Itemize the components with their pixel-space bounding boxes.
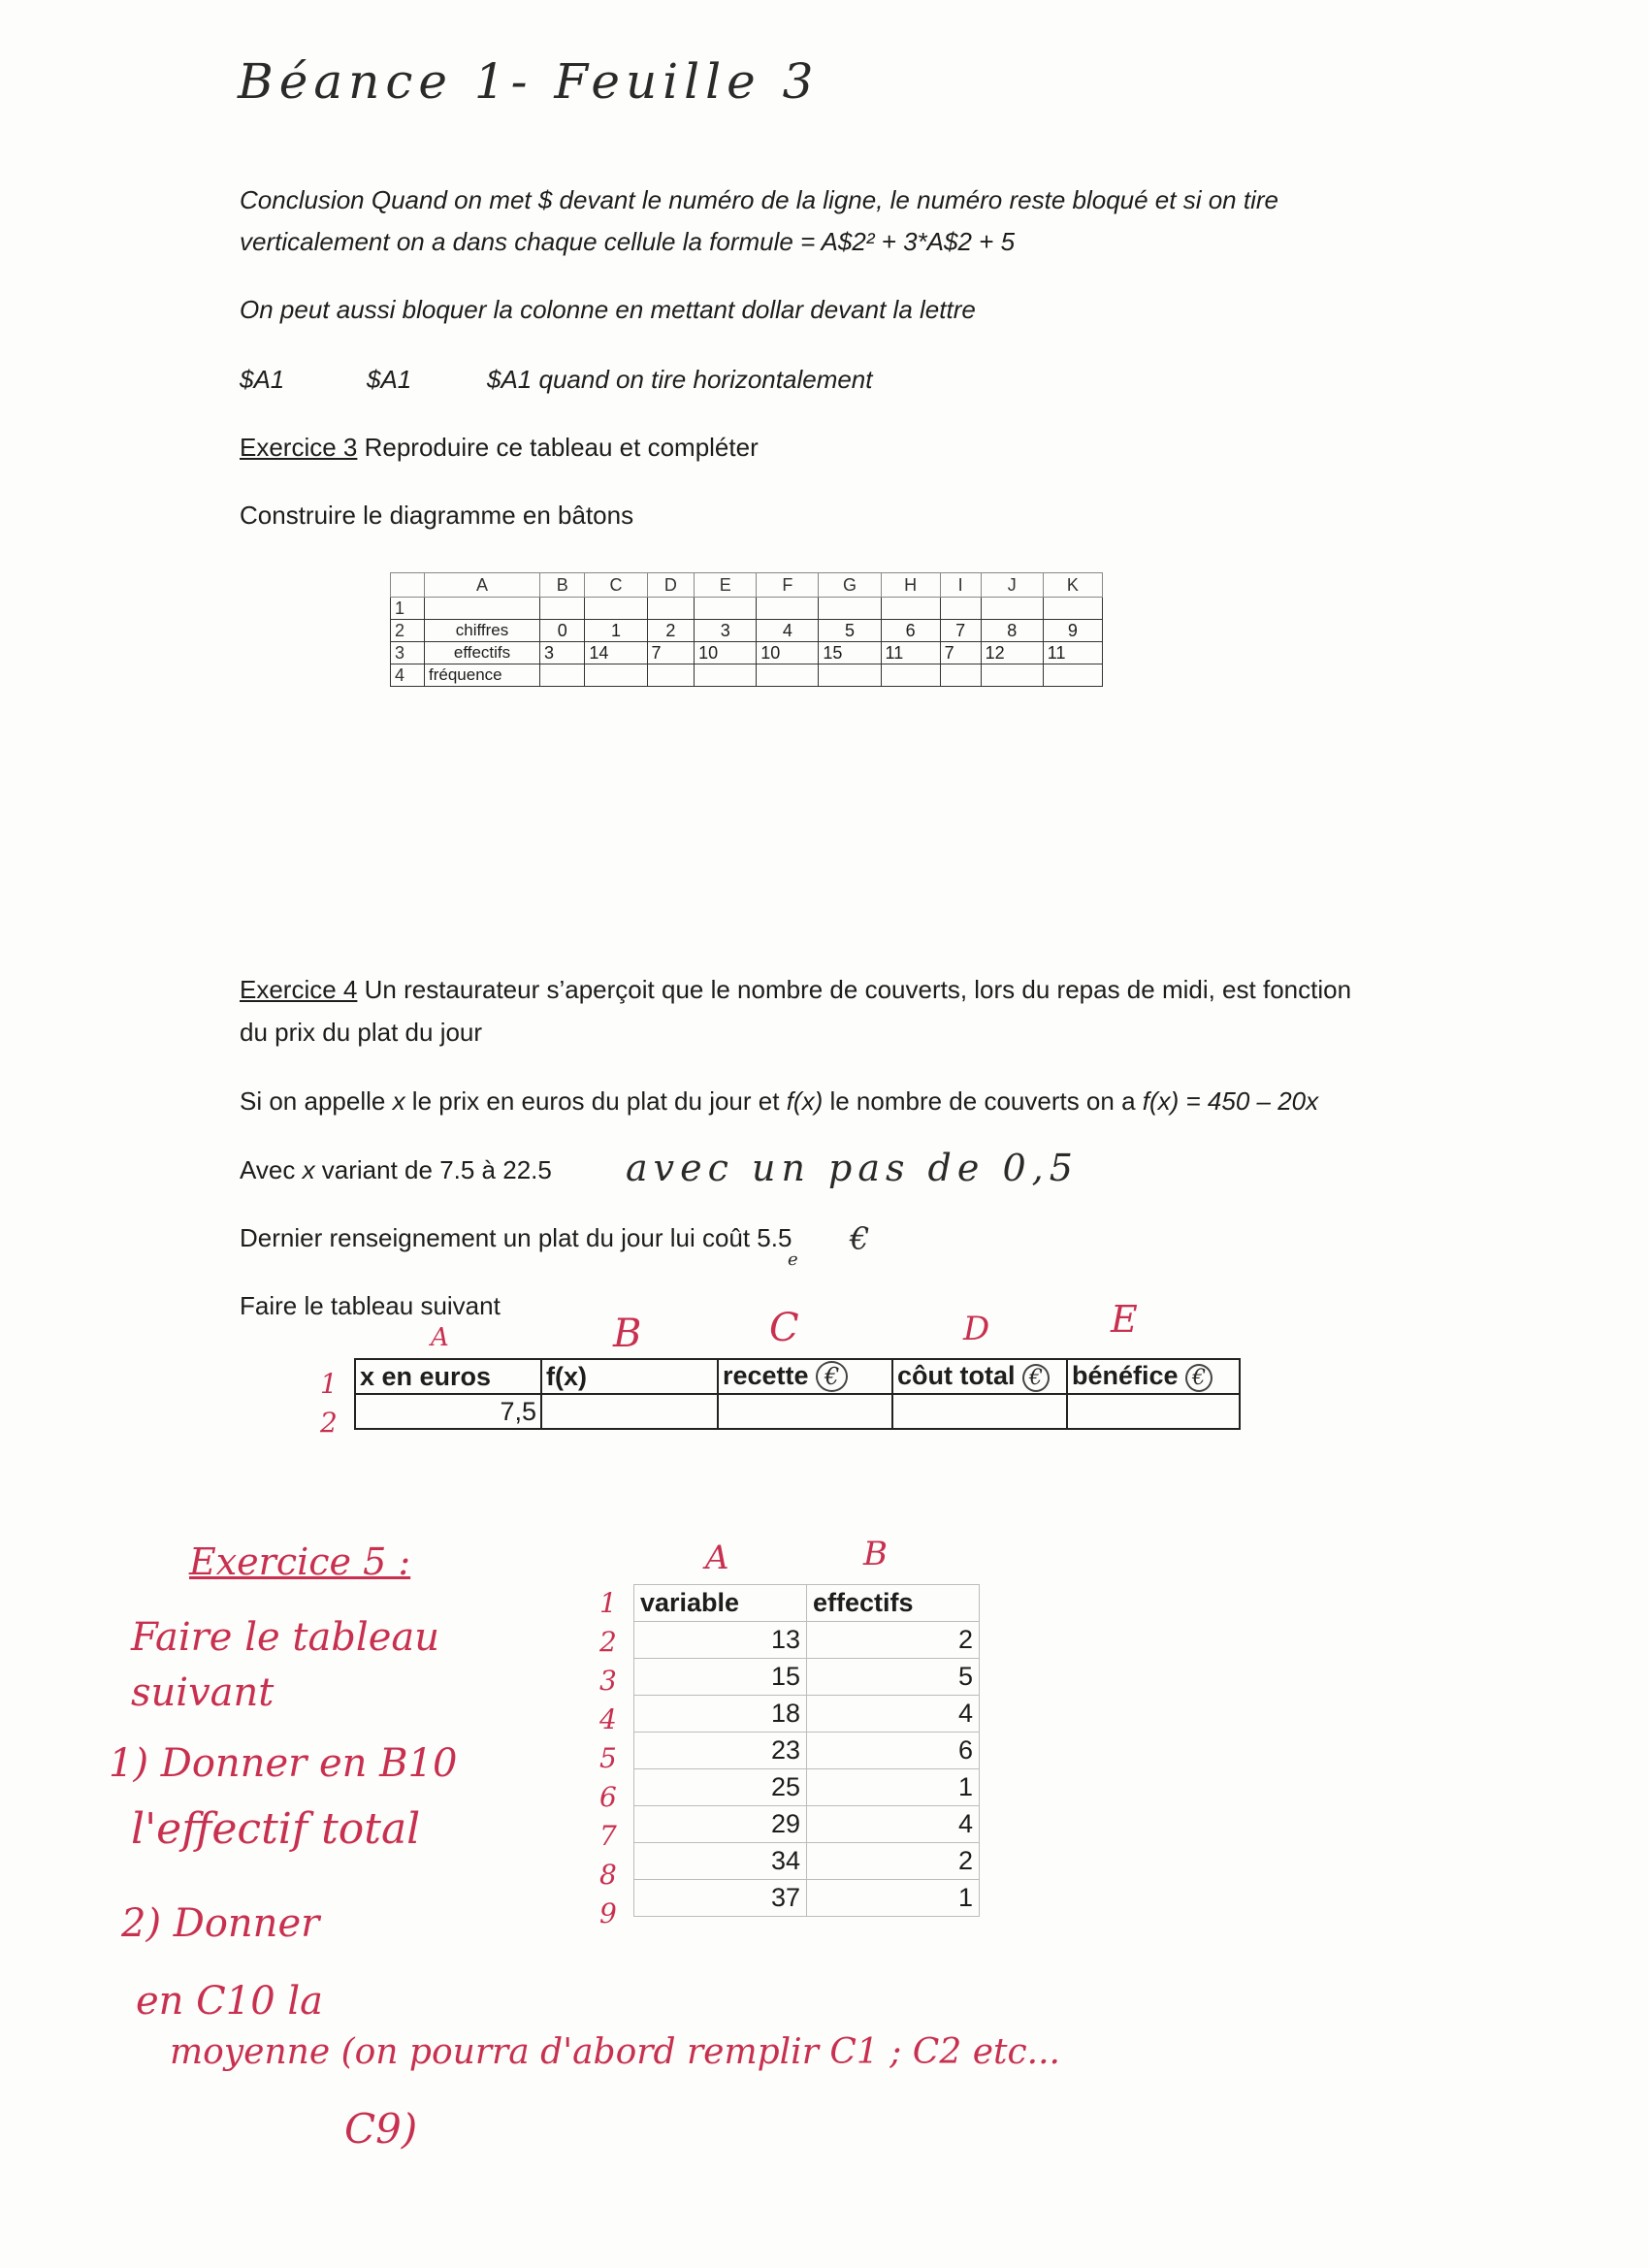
row-number: 1 bbox=[599, 1587, 617, 1619]
col-header: F bbox=[757, 573, 819, 598]
cell bbox=[881, 598, 940, 620]
col-letter-d: D bbox=[963, 1310, 990, 1348]
cell bbox=[425, 598, 540, 620]
cell bbox=[819, 664, 881, 687]
ex5-line: en C10 la bbox=[136, 1979, 324, 2024]
fx-text-c: le nombre de couverts on a bbox=[823, 1086, 1143, 1116]
ex4-table-intro: Faire le tableau suivant bbox=[240, 1291, 501, 1320]
table-row bbox=[634, 1843, 980, 1880]
col-header: I bbox=[940, 573, 981, 598]
cell bbox=[695, 664, 757, 687]
ex4-function-line bbox=[240, 1088, 1318, 1114]
header-benefice bbox=[1067, 1359, 1240, 1394]
cell: 25 bbox=[634, 1769, 807, 1806]
cell: 29 bbox=[634, 1806, 807, 1843]
col-header: J bbox=[981, 573, 1043, 598]
ex3-spreadsheet bbox=[390, 572, 1103, 687]
col-header: G bbox=[819, 573, 881, 598]
euro-icon: € bbox=[1022, 1364, 1050, 1392]
cell: 3 bbox=[540, 642, 585, 664]
table-row bbox=[391, 598, 1103, 620]
cell: 2 bbox=[647, 620, 695, 642]
header-fx: f(x) bbox=[541, 1359, 718, 1394]
table-row bbox=[391, 642, 1103, 664]
cell: 18 bbox=[634, 1696, 807, 1733]
ex5-line: l'effectif total bbox=[131, 1804, 421, 1854]
cell bbox=[647, 598, 695, 620]
cell bbox=[881, 664, 940, 687]
ex4-label: Exercice 4 bbox=[240, 975, 358, 1004]
col-letter-b: B bbox=[863, 1535, 888, 1573]
ex3-column-headers bbox=[391, 573, 1103, 598]
fx-text-a: Si on appelle bbox=[240, 1086, 393, 1116]
cell: 11 bbox=[881, 642, 940, 664]
header-benefice-label: bénéfice bbox=[1072, 1361, 1179, 1390]
fx-text-b: le prix en euros du plat du jour et bbox=[404, 1086, 787, 1116]
ex4-range-line bbox=[240, 1157, 552, 1183]
cell-x-value: 7,5 bbox=[355, 1394, 541, 1429]
fx-x: x bbox=[392, 1086, 405, 1116]
row-number: 3 bbox=[599, 1665, 617, 1697]
cell bbox=[540, 664, 585, 687]
ex5-line: moyenne (on pourra d'abord remplir C1 ; C2 etc... bbox=[170, 2032, 1060, 2072]
cell: 6 bbox=[881, 620, 940, 642]
ex3-text: Reproduire ce tableau et compléter bbox=[357, 433, 759, 462]
cell: 14 bbox=[585, 642, 647, 664]
ref-3: $A1 quand on tire horizontalement bbox=[487, 365, 873, 394]
cell: 7 bbox=[647, 642, 695, 664]
col-header: A bbox=[425, 573, 540, 598]
header-variable: variable bbox=[634, 1585, 807, 1622]
table-row bbox=[634, 1622, 980, 1659]
cell bbox=[1043, 598, 1102, 620]
ex3-label: Exercice 3 bbox=[240, 433, 358, 462]
cell bbox=[940, 598, 981, 620]
euro-icon: € bbox=[1185, 1364, 1212, 1392]
cell bbox=[718, 1394, 892, 1429]
cell: 10 bbox=[757, 642, 819, 664]
fx-formula: f(x) = 450 – 20x bbox=[1142, 1086, 1319, 1116]
ex4-cost-e-correction: e bbox=[788, 1249, 798, 1270]
ex5-line: suivant bbox=[131, 1670, 275, 1715]
cell: 13 bbox=[634, 1622, 807, 1659]
cell: 7 bbox=[940, 642, 981, 664]
ex5-table bbox=[633, 1584, 980, 1917]
cell bbox=[940, 664, 981, 687]
euro-icon: € bbox=[816, 1361, 848, 1392]
row-number: 4 bbox=[599, 1703, 617, 1735]
row-number: 2 bbox=[320, 1407, 338, 1439]
ref-1: $A1 bbox=[240, 365, 285, 394]
col-letter-a: A bbox=[705, 1539, 729, 1577]
cell: 8 bbox=[981, 620, 1043, 642]
row-number: 9 bbox=[599, 1897, 617, 1929]
ex5-line: 2) Donner bbox=[121, 1901, 320, 1946]
cell: 1 bbox=[807, 1769, 980, 1806]
page-title: Béance 1- Feuille 3 bbox=[238, 53, 820, 110]
cell bbox=[585, 664, 647, 687]
ex5-title: Exercice 5 : bbox=[189, 1540, 411, 1583]
col-header: B bbox=[540, 573, 585, 598]
cell: 11 bbox=[1043, 642, 1102, 664]
table-row bbox=[634, 1585, 980, 1622]
corner-cell bbox=[391, 573, 425, 598]
col-header: E bbox=[695, 573, 757, 598]
cell-frequence-label: fréquence bbox=[425, 664, 540, 687]
cell: 0 bbox=[540, 620, 585, 642]
ex5-line: 1) Donner en B10 bbox=[109, 1741, 458, 1786]
cell bbox=[695, 598, 757, 620]
cell: 1 bbox=[585, 620, 647, 642]
table-row bbox=[634, 1696, 980, 1733]
ref-2: $A1 bbox=[367, 365, 412, 394]
row-number: 1 bbox=[391, 598, 425, 620]
cell: 6 bbox=[807, 1733, 980, 1769]
cell bbox=[541, 1394, 718, 1429]
row-number: 3 bbox=[391, 642, 425, 664]
ex4-cost-line: Dernier renseignement un plat du jour lui coût 5.5 bbox=[240, 1223, 792, 1252]
ex3-heading bbox=[240, 435, 759, 460]
range-x: x bbox=[302, 1155, 315, 1184]
cell bbox=[540, 598, 585, 620]
table-row bbox=[634, 1769, 980, 1806]
cell: 15 bbox=[634, 1659, 807, 1696]
ex5-line: Faire le tableau bbox=[131, 1615, 439, 1660]
col-letter-c: C bbox=[769, 1306, 799, 1350]
ex4-line-2: du prix du plat du jour bbox=[240, 1018, 483, 1047]
cell: 4 bbox=[757, 620, 819, 642]
table-row bbox=[391, 664, 1103, 687]
conclusion-line-3: On peut aussi bloquer la colonne en mettant dollar devant la lettre bbox=[240, 295, 976, 324]
euro-icon: € bbox=[850, 1220, 870, 1257]
col-header: K bbox=[1043, 573, 1102, 598]
cell bbox=[1067, 1394, 1240, 1429]
range-b: variant de 7.5 à 22.5 bbox=[314, 1155, 552, 1184]
cell: 5 bbox=[807, 1659, 980, 1696]
cell: 37 bbox=[634, 1880, 807, 1917]
table-row bbox=[634, 1806, 980, 1843]
cell bbox=[757, 598, 819, 620]
row-number: 2 bbox=[599, 1626, 617, 1658]
cell: 1 bbox=[807, 1880, 980, 1917]
cell bbox=[585, 598, 647, 620]
col-letter-e: E bbox=[1111, 1298, 1138, 1341]
table-row bbox=[634, 1880, 980, 1917]
col-header: C bbox=[585, 573, 647, 598]
conclusion-line-1: Conclusion Quand on met $ devant le numéro de la ligne, le numéro reste bloqué et si on tire bbox=[240, 185, 1278, 214]
ex5-line: C9) bbox=[344, 2105, 418, 2153]
cell: 2 bbox=[807, 1843, 980, 1880]
cell: 12 bbox=[981, 642, 1043, 664]
cell: 7 bbox=[940, 620, 981, 642]
cell: 5 bbox=[819, 620, 881, 642]
cell-effectifs-label: effectifs bbox=[425, 642, 540, 664]
cell: 4 bbox=[807, 1806, 980, 1843]
row-number: 2 bbox=[391, 620, 425, 642]
cell bbox=[1043, 664, 1102, 687]
cell bbox=[892, 1394, 1067, 1429]
cell bbox=[981, 664, 1043, 687]
col-letter-b: B bbox=[613, 1312, 642, 1356]
col-letter-a: A bbox=[431, 1323, 449, 1352]
ex3-instruction: Construire le diagramme en bâtons bbox=[240, 501, 634, 530]
header-recette-label: recette bbox=[723, 1361, 809, 1390]
conclusion-line-2: verticalement on a dans chaque cellule la formule = A$2² + 3*A$2 + 5 bbox=[240, 227, 1016, 256]
row-number: 4 bbox=[391, 664, 425, 687]
cell bbox=[981, 598, 1043, 620]
header-x-en-euros: x en euros bbox=[355, 1359, 541, 1394]
table-row bbox=[634, 1733, 980, 1769]
header-effectifs: effectifs bbox=[807, 1585, 980, 1622]
range-a: Avec bbox=[240, 1155, 303, 1184]
fx-fx: f(x) bbox=[786, 1086, 824, 1116]
ex4-text-1: Un restaurateur s’aperçoit que le nombre de couverts, lors du repas de midi, est fonction bbox=[357, 975, 1352, 1004]
table-row bbox=[355, 1359, 1240, 1394]
header-recette bbox=[718, 1359, 892, 1394]
row-number: 6 bbox=[599, 1781, 617, 1813]
header-cout-total bbox=[892, 1359, 1067, 1394]
cell: 34 bbox=[634, 1843, 807, 1880]
ex4-line-1 bbox=[240, 977, 1351, 1002]
table-row bbox=[391, 620, 1103, 642]
row-number: 8 bbox=[599, 1859, 617, 1891]
ex4-table bbox=[354, 1358, 1241, 1430]
row-number: 1 bbox=[320, 1368, 338, 1400]
header-cout-label: côut total bbox=[897, 1361, 1016, 1390]
cell bbox=[647, 664, 695, 687]
cell bbox=[757, 664, 819, 687]
table-row bbox=[355, 1394, 1240, 1429]
row-number: 5 bbox=[599, 1742, 617, 1774]
cell: 2 bbox=[807, 1622, 980, 1659]
col-header: H bbox=[881, 573, 940, 598]
row-number: 7 bbox=[599, 1820, 617, 1852]
cell-chiffres-label: chiffres bbox=[425, 620, 540, 642]
cell: 10 bbox=[695, 642, 757, 664]
table-row bbox=[634, 1659, 980, 1696]
cell: 15 bbox=[819, 642, 881, 664]
col-header: D bbox=[647, 573, 695, 598]
cell: 23 bbox=[634, 1733, 807, 1769]
cell: 9 bbox=[1043, 620, 1102, 642]
cell: 3 bbox=[695, 620, 757, 642]
cell bbox=[819, 598, 881, 620]
ex4-range-handwritten: avec un pas de 0,5 bbox=[626, 1147, 1079, 1189]
cell: 4 bbox=[807, 1696, 980, 1733]
